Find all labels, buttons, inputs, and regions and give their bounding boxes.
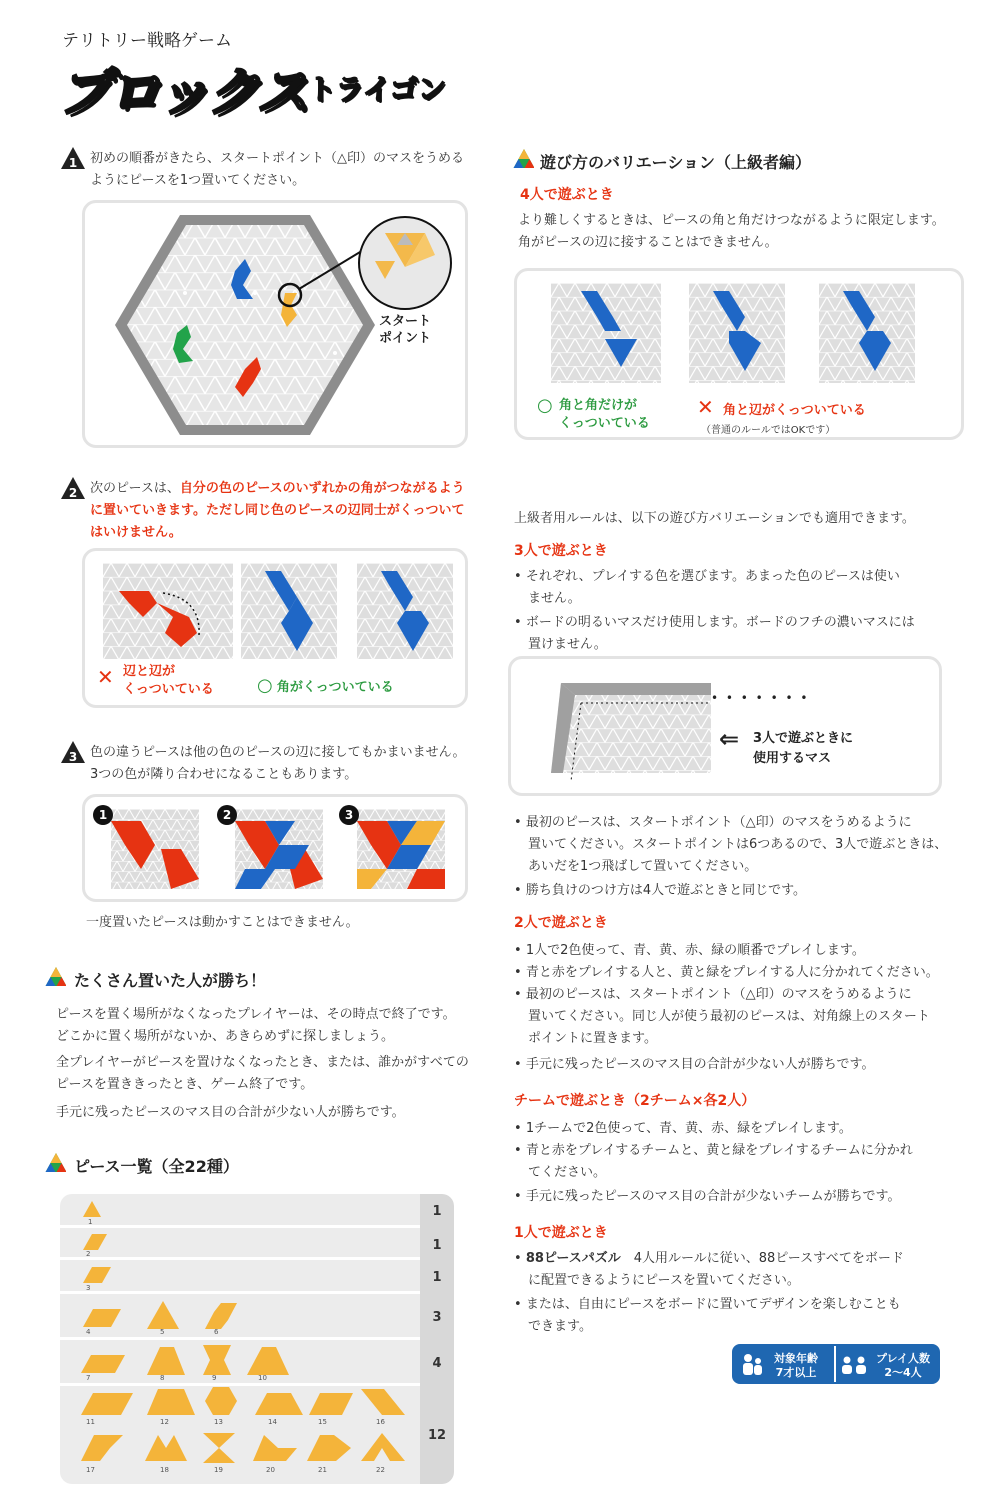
step1-number-icon: [60, 146, 86, 170]
step3-number-icon: [60, 740, 86, 764]
table-row: 11 12 13 14 15 16 17 18 19 20 21 22: [60, 1386, 420, 1484]
four-player-title: 4人で遊ぶとき: [520, 187, 614, 203]
table-row: 2: [60, 1228, 420, 1260]
variations-heading: 遊び方のバリエーション（上級者編）: [540, 153, 812, 172]
piece-count: 1: [432, 1270, 442, 1285]
svg-text:2: 2: [68, 486, 78, 500]
table-row: 7 8 9 10: [60, 1340, 420, 1386]
step3-example-1: [111, 809, 199, 889]
piece-table: [60, 1194, 454, 1484]
table-row: 1: [60, 1194, 420, 1228]
four-player-text: より難しくするときは、ピースの角と角だけつながるように限定します。 角がピースの辺に接することはできません。: [518, 213, 945, 250]
four-player-figure: ○ 角と角だけが くっついている ✕ 角と辺がくっついている （普通のルールではOKです）: [514, 268, 964, 440]
tricolor-triangle-icon: [512, 148, 534, 168]
step1-figure: [82, 200, 468, 448]
team-title: チームで遊ぶとき（2チーム×各2人）: [514, 1093, 756, 1109]
step3-note: 一度置いたピースは動かすことはできません。: [86, 915, 359, 930]
logo-title-sub: トライゴン: [308, 73, 447, 106]
board-edge-illustration: [541, 673, 711, 785]
tricolor-triangle-icon: [44, 1152, 66, 1172]
piece-count: 1: [432, 1204, 442, 1219]
arrow-left-icon: ⇐: [719, 725, 740, 753]
step2-number-icon: [60, 476, 86, 500]
winner-heading: たくさん置いた人が勝ち！: [74, 971, 267, 990]
step2-text: 次のピースは、自分の色のピースのいずれかの角がつながるよう に置いていきます。ただし同じ色のピースの辺同士がくっついて はいけません。: [90, 481, 465, 540]
step2-good-example-b: [357, 563, 453, 659]
piece-count: 1: [432, 1238, 442, 1253]
step2-good-label: ○ 角がくっついている: [257, 675, 394, 696]
team-rules: • 1チームで2色使って、青、黄、赤、緑をプレイします。 • 青と赤をプレイするチームと、黄と緑をプレイするチームに分かれ てください。 • 手元に残ったピースのマス目の合計が少ないチームが勝ちです。: [514, 1121, 913, 1204]
three-player-figure: • • • • • • • ⇐ 3人で遊ぶときに 使用するマス: [508, 656, 942, 796]
table-row: 4 5 6: [60, 1294, 420, 1340]
step3-label-2: 2: [217, 805, 237, 825]
four-bad-example-a: [689, 283, 785, 383]
step3-label-3: 3: [339, 805, 359, 825]
players-icon: [840, 1354, 868, 1378]
advanced-note: 上級者用ルールは、以下の遊び方バリエーションでも適用できます。: [514, 511, 915, 526]
three-player-rules-b: • 最初のピースは、スタートポイント（△印）のマスをうめるように 置いてください。スタートポイントは6つあるので、3人で遊ぶときは、 あいだを1つ飛ばして置いてください。 • 勝ち負けのつけ方は4人で遊ぶときと同じです。: [514, 815, 948, 898]
piece-count: 12: [427, 1428, 447, 1443]
logo-title-main: ブロックス: [58, 63, 307, 123]
step2-bad-example: [103, 563, 233, 659]
step3-label-1: 1: [93, 805, 113, 825]
step3-example-2: [235, 809, 323, 889]
step3-text: 色の違うピースは他の色のピースの辺に接してもかまいません。 3つの色が隣り合わせになることもあります。: [90, 745, 466, 782]
two-player-rules: • 1人で2色使って、青、黄、赤、緑の順番でプレイします。 • 青と赤をプレイする人と、黄と緑をプレイする人に分かれてください。 • 最初のピースは、スタートポイント（△印）のマスをうめるように 置いてください。同じ人が使う最初のピースは、対角線上のスタート ポイントに置きます。 • 手元に残ったピースのマス目の合計が少ない人が勝ちです。: [514, 943, 939, 1072]
svg-text:3: 3: [68, 750, 78, 764]
header-subtitle: テリトリー戦略ゲーム: [62, 31, 232, 51]
winner-text: ピースを置く場所がなくなったプレイヤーは、その時点で終了です。 どこかに置く場所がないか、あきらめずに探しましょう。 全プレイヤーがピースを置けなくなったとき、または、誰かがすべての ピースを置ききったとき、ゲーム終了です。 手元に残ったピースのマス目の合計が少ない人が勝ちです。: [56, 1007, 469, 1120]
piece-count: 3: [432, 1310, 442, 1325]
tricolor-triangle-icon: [44, 966, 66, 986]
four-good-example: [551, 283, 661, 383]
svg-text:1: 1: [68, 156, 78, 170]
pieces-heading: ピース一覧（全22種）: [74, 1157, 239, 1176]
three-player-title: 3人で遊ぶとき: [514, 543, 608, 559]
three-player-callout: 3人で遊ぶときに 使用するマス: [753, 731, 854, 766]
four-bad-example-b: [819, 283, 915, 383]
three-player-rules-a: • それぞれ、プレイする色を選びます。あまった色のピースは使い ません。 • ボードの明るいマスだけ使用します。ボードのフチの濃いマスには 置けません。: [514, 569, 915, 652]
piece-count: 4: [432, 1356, 442, 1371]
one-player-title: 1人で遊ぶとき: [514, 1225, 608, 1241]
one-player-rules: • 88ピースパズル 4人用ルールに従い、88ピースすべてをボード に配置できるようにピースを置いてください。 • または、自由にピースをボードに置いてデザインを楽しむことも できます。: [514, 1251, 904, 1334]
step3-figure: [82, 794, 468, 902]
people-icon: [740, 1352, 764, 1378]
players-badge: プレイ人数 2〜4人: [868, 1352, 938, 1380]
step1-text: 初めの順番がきたら、スタートポイント（△印）のマスをうめる ようにピースを1つ置いてください。: [90, 151, 464, 188]
start-point-label: スタートポイント: [378, 314, 431, 346]
info-badges: [732, 1344, 940, 1384]
step3-example-3: [357, 809, 445, 889]
step2-good-example-a: [241, 563, 337, 659]
two-player-title: 2人で遊ぶとき: [514, 915, 608, 931]
logo: [58, 50, 478, 123]
step2-figure: ✕ 辺と辺が くっついている ○ 角がくっついている: [82, 548, 468, 708]
age-badge: 対象年齢 7才以上: [766, 1352, 826, 1380]
table-row: 3: [60, 1260, 420, 1294]
